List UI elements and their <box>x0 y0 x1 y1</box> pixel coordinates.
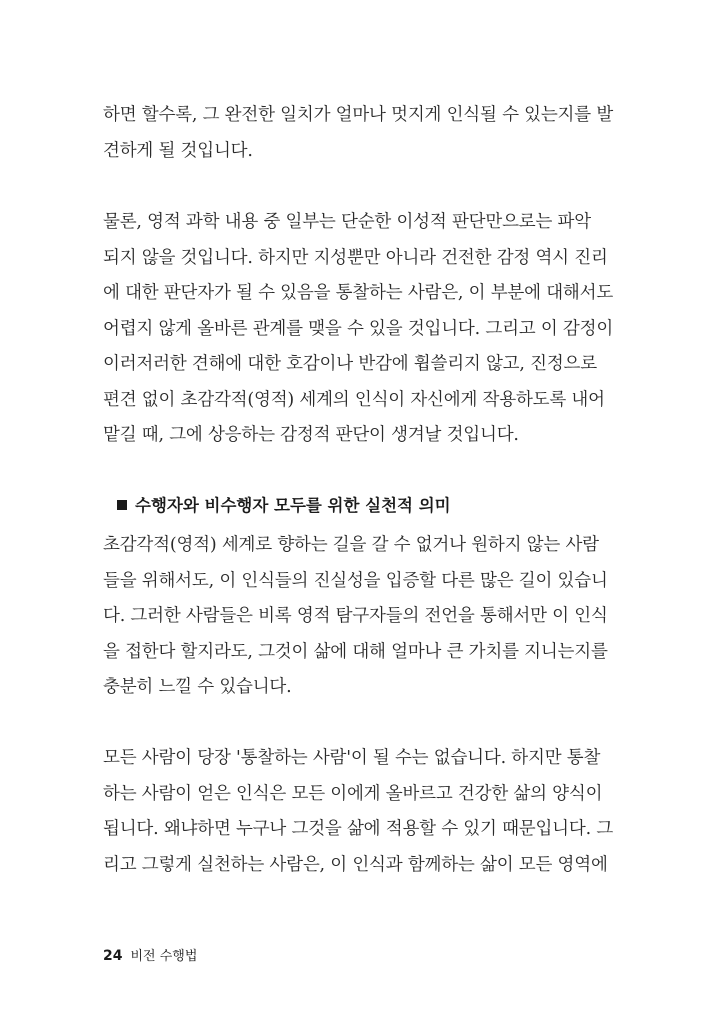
text-line: 초감각적(영적) 세계로 향하는 길을 갈 수 없거나 원하지 않는 사람 <box>103 535 599 555</box>
section-heading <box>117 494 617 518</box>
text-line: 에 대한 판단자가 될 수 있음을 통찰하는 사람은, 이 부분에 대해서도 <box>103 283 614 303</box>
section-heading-text: 수행자와 비수행자 모두를 위한 실천적 의미 <box>135 496 451 515</box>
text-line: 하면 할수록, 그 완전한 일치가 얼마나 멋지게 인식될 수 있는지를 발 <box>103 105 614 125</box>
text-line: 다. 그러한 사람들은 비록 영적 탐구자들의 전언을 통해서만 이 인식 <box>103 606 608 626</box>
text-line: 견하게 될 것입니다. <box>103 140 253 161</box>
paragraph-4 <box>103 741 614 883</box>
text-line: 이러저러한 견해에 대한 호감이나 반감에 휩쓸리지 않고, 진정으로 <box>103 354 597 374</box>
paragraph-1 <box>103 98 614 169</box>
text-line: 맡길 때, 그에 상응하는 감정적 판단이 생겨날 것입니다. <box>103 425 519 445</box>
paragraph-3 <box>103 528 608 706</box>
text-line: 들을 위해서도, 이 인식들의 진실성을 입증할 다른 많은 길이 있습니 <box>103 570 608 591</box>
running-title: 비전 수행법 <box>130 949 198 964</box>
text-line: 리고 그렇게 실천하는 사람은, 이 인식과 함께하는 삶이 모든 영역에 <box>103 854 608 875</box>
text-line: 을 접한다 할지라도, 그것이 삶에 대해 얼마나 큰 가치를 지니는지를 <box>103 641 608 662</box>
text-line: 충분히 느낄 수 있습니다. <box>103 677 292 697</box>
text-line: 편견 없이 초감각적(영적) 세계의 인식이 자신에게 작용하도록 내어 <box>103 389 605 410</box>
text-line: 모든 사람이 당장 '통찰하는 사람'이 될 수는 없습니다. 하지만 통찰 <box>103 748 601 768</box>
paragraph-2 <box>103 205 614 454</box>
square-bullet-icon <box>117 500 127 510</box>
text-line: 되지 않을 것입니다. 하지만 지성뿐만 아니라 건전한 감정 역시 진리 <box>103 247 608 268</box>
page-number: 24 <box>103 948 123 964</box>
text-line: 어렵지 않게 올바른 관계를 맺을 수 있을 것입니다. 그리고 이 감정이 <box>103 318 614 339</box>
text-line: 물론, 영적 과학 내용 중 일부는 단순한 이성적 판단만으로는 파악 <box>103 212 591 232</box>
text-line: 하는 사람이 얻은 인식은 모든 이에게 올바르고 건강한 삶의 양식이 <box>103 783 603 804</box>
page-footer <box>103 945 197 964</box>
text-line: 됩니다. 왜냐하면 누구나 그것을 삶에 적용할 수 있기 때문입니다. 그 <box>103 819 614 839</box>
